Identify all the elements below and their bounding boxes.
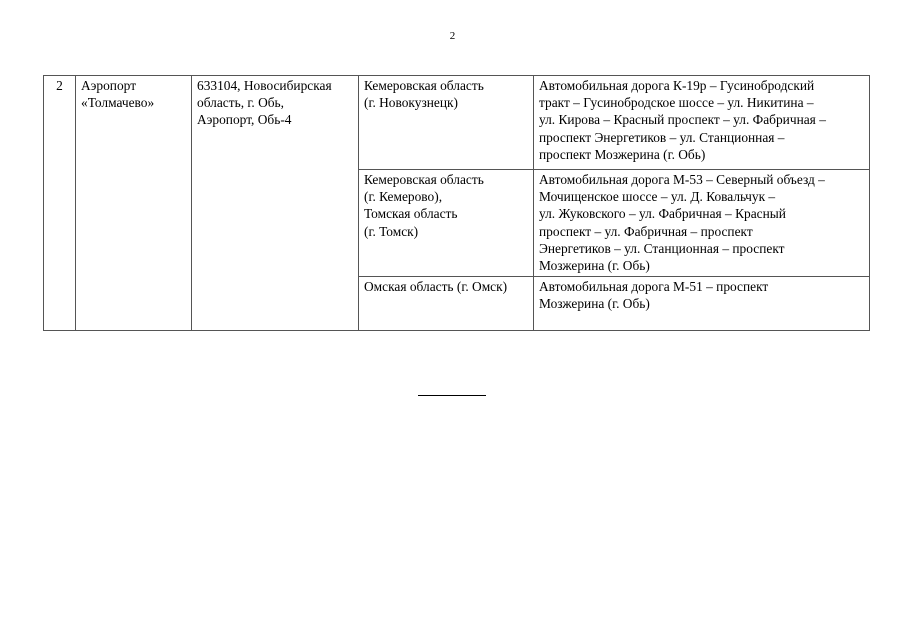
route-path: Автомобильная дорога М-53 – Северный объезд – Мочищенское шоссе – ул. Д. Ковальчук – ул. Жуковского – ул. Фабричная – Красный проспект – ул. Фабричная – проспект Энергетиков – ул. Станционная – проспект Мозжерина (г. Обь): [534, 170, 870, 277]
route-path: Автомобильная дорога К-19р – Гусинобродский тракт – Гусинобродское шоссе – ул. Никитина – ул. Кирова – Красный проспект – ул. Фабричная – проспект Энергетиков – ул. Станционная – проспект Мозжерина (г. Обь): [534, 76, 870, 170]
page-number: 2: [449, 30, 456, 42]
table-row: [44, 76, 870, 170]
route-path: Автомобильная дорога М-51 – проспект Мозжерина (г. Обь): [534, 277, 870, 331]
route-region: Кемеровская область (г. Кемерово), Томская область (г. Томск): [359, 170, 534, 277]
routes-table: [43, 75, 870, 331]
end-of-document-rule: [418, 395, 486, 396]
route-region: Омская область (г. Омск): [359, 277, 534, 331]
airport-address: 633104, Новосибирская область, г. Обь, Аэропорт, Обь-4: [192, 76, 359, 331]
row-number: 2: [44, 76, 76, 331]
route-region: Кемеровская область (г. Новокузнецк): [359, 76, 534, 170]
airport-name: Аэропорт «Толмачево»: [76, 76, 192, 331]
